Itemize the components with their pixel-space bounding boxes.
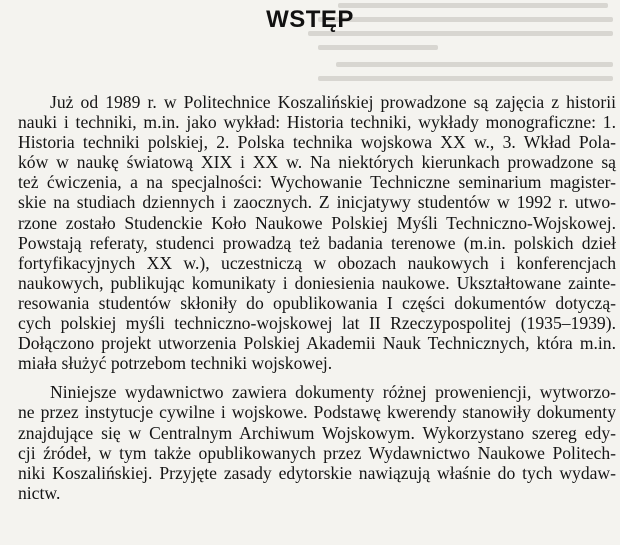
text-line: resowania studentów skłoniły do opublikowania I części dokumentów dotyczą- (18, 292, 616, 313)
text-line: ków w naukę światową XIX i XX w. Na niektórych kierunkach prowadzone są (18, 152, 616, 173)
paragraph-2 (18, 382, 616, 503)
paragraph-1 (18, 92, 616, 373)
text-line: cji źródeł, w tym także opublikowanych przez Wydawnictwo Naukowe Politech- (18, 442, 616, 463)
text-line: Już od 1989 r. w Politechnice Koszalińskiej prowadzone są zajęcia z historii (50, 92, 616, 112)
text-line: nauki i techniki, m.in. jako wykład: Historia techniki, wykłady monograficzne: 1. (18, 112, 616, 133)
body-text (18, 92, 616, 503)
text-line: niki Koszalińskiej. Przyjęte zasady edytorskie nawiązują właśnie do tych wydaw- (18, 462, 616, 483)
text-line: rzone zostało Studenckie Koło Naukowe Polskiej Myśli Techniczno-Wojskowej. (18, 212, 616, 233)
page-heading: WSTĘP (266, 6, 354, 33)
text-line: miała służyć potrzebom techniki wojskowej. (18, 353, 333, 374)
text-line: też ćwiczenia, a na specjalności: Wychowanie Techniczne seminarium magister- (18, 172, 616, 193)
text-line: Powstają referaty, studenci prowadzą też badania terenowe (m.in. polskich dzieł (18, 232, 616, 253)
text-line: cych polskiej myśli techniczno-wojskowej lat II Rzeczypospolitej (1935–1939). (18, 313, 616, 334)
text-line: skie na studiach dziennych i zaocznych. Z inicjatywy studentów w 1992 r. utwo- (18, 192, 616, 213)
text-line: znajdujące się w Centralnym Archiwum Wojskowym. Wykorzystano szereg edy- (18, 422, 616, 443)
text-line: Dołączono projekt utworzenia Polskiej Akademii Nauk Technicznych, która m.in. (18, 333, 616, 354)
text-line: naukowych, publikując komunikaty i doniesienia naukowe. Ukształtowane zainte- (18, 272, 616, 293)
text-line: Historia techniki polskiej, 2. Polska technika wojskowa XX w., 3. Wkład Pola- (18, 132, 616, 153)
text-line: nictw. (18, 482, 61, 503)
text-line: Niniejsze wydawnictwo zawiera dokumenty różnej proweniencji, wytworzo- (50, 382, 616, 403)
text-line: fortyfikacyjnych XX w.), uczestniczą w obozach naukowych i konferencjach (18, 252, 616, 273)
text-line: ne przez instytucje cywilne i wojskowe. Podstawę kwerendy stanowiły dokumenty (18, 402, 616, 423)
